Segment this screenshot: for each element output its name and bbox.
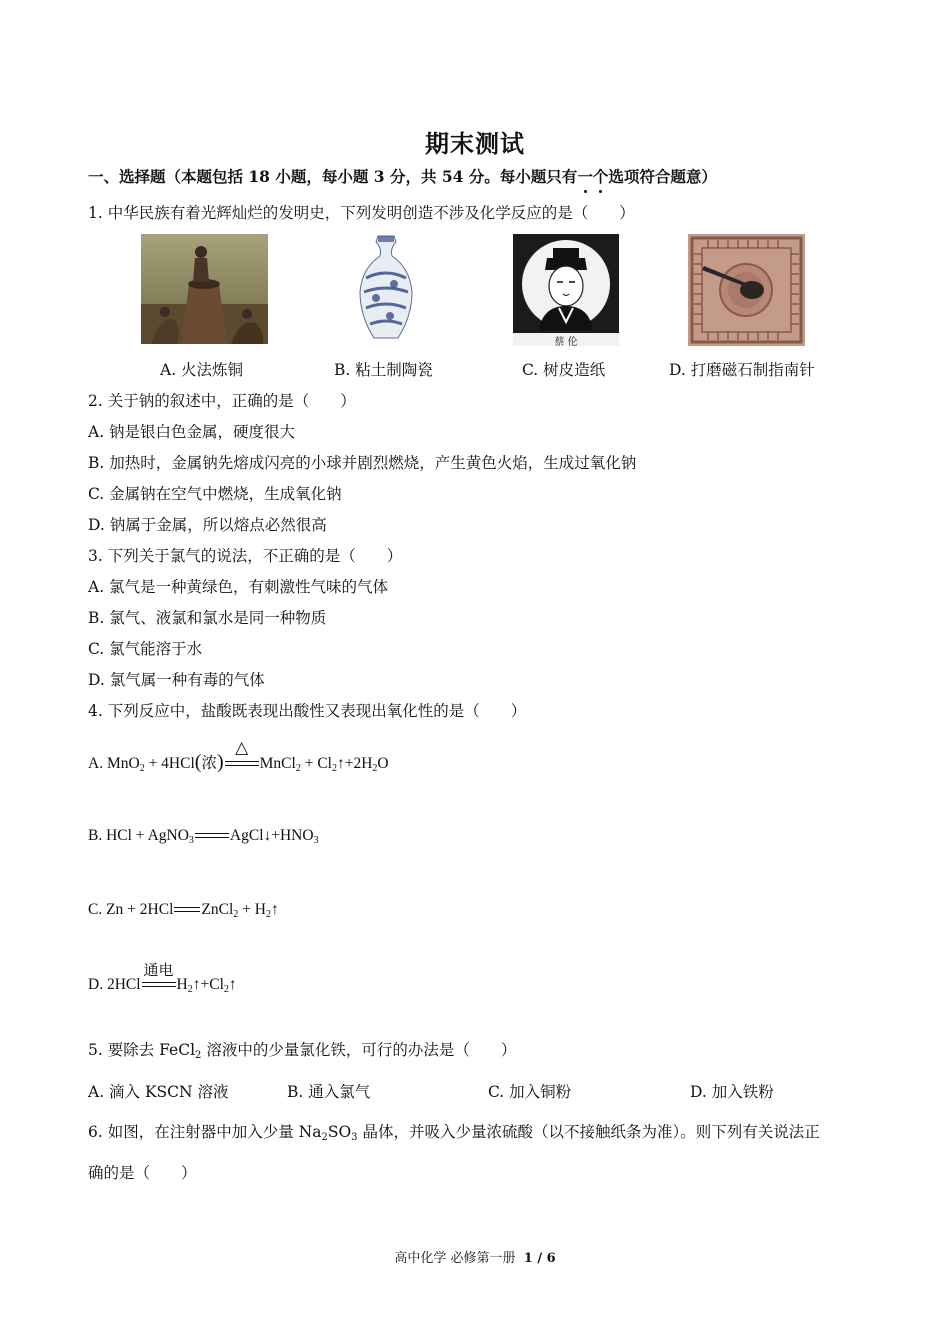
reaction-arrow (174, 906, 200, 914)
question-5-stem: 5. 要除去 FeCl$_2$ 溶液中的少量氯化铁，可行的办法是（ ） (88, 1041, 517, 1061)
footer-page-number: 1 (523, 1251, 533, 1266)
question-1-stem: 1. 中华民族有着光辉灿烂的发明史，下列发明创造不涉及化学反应的是（ ） (88, 204, 635, 222)
page-footer: 高中化学 必修第一册 1 / 6 (394, 1251, 556, 1266)
section-heading: 一、选择题（本题包括 18 小题，每小题 3 分，共 54 分。每小题只有一个选项符合题意） (88, 167, 717, 186)
question-4-stem: 4. 下列反应中，盐酸既表现出酸性又表现出氧化性的是（ ） (88, 702, 527, 720)
question-2-stem: 2. 关于钠的叙述中，正确的是（ ） (88, 392, 356, 410)
porcelain-vase-image (350, 234, 422, 344)
page-title: 期末测试 (425, 129, 525, 158)
q2-option-b: B. 加热时，金属钠先熔成闪亮的小球并剧烈燃烧，产生黄色火焰，生成过氧化钠 (88, 454, 637, 472)
question-3-stem: 3. 下列关于氯气的说法，不正确的是（ ） (88, 547, 403, 565)
q1-option-a: A. 火法炼铜 (160, 361, 244, 379)
copper-smelting-image (141, 234, 268, 344)
heat-symbol: △ (235, 738, 249, 758)
emphasis-char-2: 个 (592, 167, 609, 186)
electrolysis-label: 通电 (143, 963, 174, 980)
question-6-stem: 6. 如图，在注射器中加入少量 $Na_2SO_3$ 晶体，并吸入少量浓硫酸（以不接触纸条为准）。则下列有关说法正 (88, 1123, 820, 1143)
q1-option-d: D. 打磨磁石制指南针 (669, 361, 815, 379)
q3-option-a: A. 氯气是一种黄绿色，有刺激性气味的气体 (88, 578, 389, 596)
q4-option-d-equation: D. 2HCl 通电 $H_2↑+Cl_2↑$ (88, 976, 237, 995)
cai-lun-portrait-image (513, 234, 619, 346)
q4-option-c-equation: C. Zn + 2HCl ZnCl$_2$ + $H_2↑$ (88, 901, 279, 920)
q3-option-c: C. 氯气能溶于水 (88, 640, 203, 658)
q5-option-d: D. 加入铁粉 (690, 1083, 774, 1101)
q2-option-a: A. 钠是银白色金属，硬度很大 (88, 423, 296, 441)
q1-option-b: B. 粘土制陶瓷 (334, 361, 433, 379)
q2-option-c: C. 金属钠在空气中燃烧，生成氧化钠 (88, 485, 342, 503)
portrait-caption: 蔡 伦 (513, 333, 619, 346)
q5-option-c: C. 加入铜粉 (488, 1083, 572, 1101)
q3-option-b: B. 氯气、液氯和氯水是同一种物质 (88, 609, 327, 627)
footer-page-total: 6 (546, 1251, 556, 1266)
q4-option-b-equation: B. HCl + AgNO$_3$ $AgCl↓+HNO_3$ (88, 827, 319, 846)
reaction-electrolysis-arrow (142, 963, 176, 989)
q1-option-c: C. 树皮造纸 (522, 361, 606, 379)
reaction-heat-arrow (225, 738, 259, 768)
q4-option-a-equation: A. MnO$_2$ + 4HCl(浓) △ MnCl$_2$ + $Cl_2↑+2H_2O$ (88, 738, 389, 774)
q3-option-d: D. 氯气属一种有毒的气体 (88, 671, 265, 689)
q5-option-a: A. 滴入 KSCN 溶液 (88, 1083, 229, 1101)
emphasis-char-1: 一 (577, 167, 593, 186)
footer-book: 高中化学 必修第一册 (394, 1251, 516, 1266)
reaction-arrow (195, 832, 229, 840)
question-6-stem-line2: 确的是（ ） (88, 1164, 197, 1182)
q2-option-d: D. 钠属于金属，所以熔点必然很高 (88, 516, 327, 534)
compass-image (688, 234, 805, 346)
q5-option-b: B. 通入氯气 (287, 1083, 371, 1101)
